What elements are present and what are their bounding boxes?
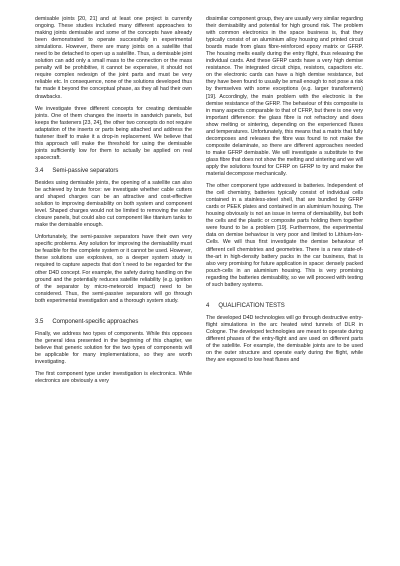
- paragraph: demisable joints [20, 21] and at least one project is currently ongoing. These studies included many different approaches to making joints demisable and some of the concepts have already been demonstrated to operate successfully in experimental simulations. However, there are many joints on a satellite that need to be detached to open up a satellite. Thus, a demisable joint solution can add only a small mass to the connection or the mass penalty will be prohibitive, it cannot be expensive, it should not require complex redesign of the joint parts and must be very reliable etc. In consequence, none of the solutions developed thus far made it beyond the conceptual phase, as they all had their own drawbacks.: [35, 16, 192, 100]
- paragraph: Finally, we address two types of components. While this opposes the general idea presented in the beginning of this chapter, we believe that generic solution for the two types of components will be applicable for many implementations, so they are worth investigating.: [35, 330, 192, 365]
- section-heading-4: [206, 303, 363, 310]
- section-heading-3-4: [35, 168, 192, 175]
- section-number: 4: [206, 302, 210, 309]
- section-heading-3-5: [35, 319, 192, 326]
- section-title: Semi-passive separators: [52, 167, 119, 174]
- left-column: [35, 16, 192, 390]
- right-column: [206, 16, 363, 369]
- section-title: Component-specific approaches: [52, 318, 139, 325]
- section-number: 3.5: [35, 318, 44, 325]
- paragraph: Besides using demisable joints, the opening of a satellite can also be achieved by brute force: we investigate whether cable cutters and shaped charges can be an attractive and cost-effective solution to improving demisability on both system and component level. Shaped charges would not be limited to removing the outer closure panels, but could also cut component like titanium tanks to make the demisable enough.: [35, 179, 192, 229]
- paragraph: The first component type under investigation is electronics. While electronics are obviously a very: [35, 370, 192, 385]
- paragraph: We investigate three different concepts for creating demisable joints. One of them changes the inserts in sandwich panels, but keeps the fasteners [23, 24], the other two concepts do not require adaptation of the inserts or parts being attached and address the fastener itself to make it a drop-in replacement. We believe that this approach will make the threshold for using the demisable joints sufficiently low for them to actually be applied on real spacecraft.: [35, 105, 192, 161]
- paragraph: dissimilar component group, they are usually very similar regarding their demisability and potential for high ground risk. The problem with common electronics in the space business is, that they typically consist of an aluminium alloy housing and printed circuit boards made from glass fibre-reinforced epoxy matrix or GFRP. The housing melts easily during the entry flight, thus releasing the individual cards. And these GFRP cards have a very high demise resistance. The integrated circuit chips, resistors, capacitors etc. on the electronic cards can have a high demise resistance, but they have been found to usually be small enough to not pose a risk by themselves with some exceptions (e.g. larger transformers) [19]. Accordingly, the main problem with the electronic is the demise resistance of the GFRP. The behaviour of this composite is in many aspects comparable to that of CFRP, but there is one very important difference: the glass fibre is not refractory and does show melting or sintering, depending on the experienced fluxes and temperatures. Unfortunately, this means that a matrix that fully decomposes and releases the fibre was found to not make the composite delaminate, so there are different approaches needed to make GFRP demisable. We will investigate a substitute to the glass fibre that does not show the melting and sintering and we will apply the solutions found for CFRP on GFRP to try and make the material decompose mechanically.: [206, 16, 363, 178]
- section-title: QUALIFICATION TESTS: [218, 302, 285, 309]
- paragraph: Unfortunately, the semi-passive separators have their own very specific problems. Any solution for improving the demisability must be feasible for the complete system or it cannot be used. However, these solutions use explosives, so a deeper system study is required to capture aspects that don´t need to be regarded for the other D4D concept. For example, the safety during handling on the ground and the potentially reduces satellite reliability (e.g. ignition of the separator by micro-meteoroid impact) need to be considered. Thus, the semi-passive separators will go through both experimental investigation and a thorough system study.: [35, 234, 192, 304]
- paragraph: The other component type addressed is batteries. Independent of the cell chemistry, batteries typically consist of individual cells contained in a stainless-steel shell, that are bundled by GFRP cards or PEEK plates and contained in an aluminium housing. The housing obviously is not an issue in terms of demisability, but both the cells and the plastic or composite parts holding them together were found to be a problem [19]. Furthermore, the experimental data on demise behaviour is very poor and limited to Lithium-Ion-Cells. We will thus first investigate the demise behaviour of different cell chemistries and geometries. There is a new state-of-the-art in high-density battery packs in the car business, that is also very promising for future application in space: densely packed pouch-cells in an aluminium housing. This is very promising regarding the batteries demisability, so we will proceed with testing of such battery systems.: [206, 183, 363, 288]
- section-number: 3.4: [35, 167, 44, 174]
- paragraph: The developed D4D technologies will go through destructive entry-flight simulations in the arc heated wind tunnels of DLR in Cologne. The developed technologies are meant to operate during different phases of the entry-flight and are used on different parts of the satellite. For example, the demisable joints are to be used on the outer structure and operate early during the flight, while they are exposed to low heat fluxes and: [206, 314, 363, 364]
